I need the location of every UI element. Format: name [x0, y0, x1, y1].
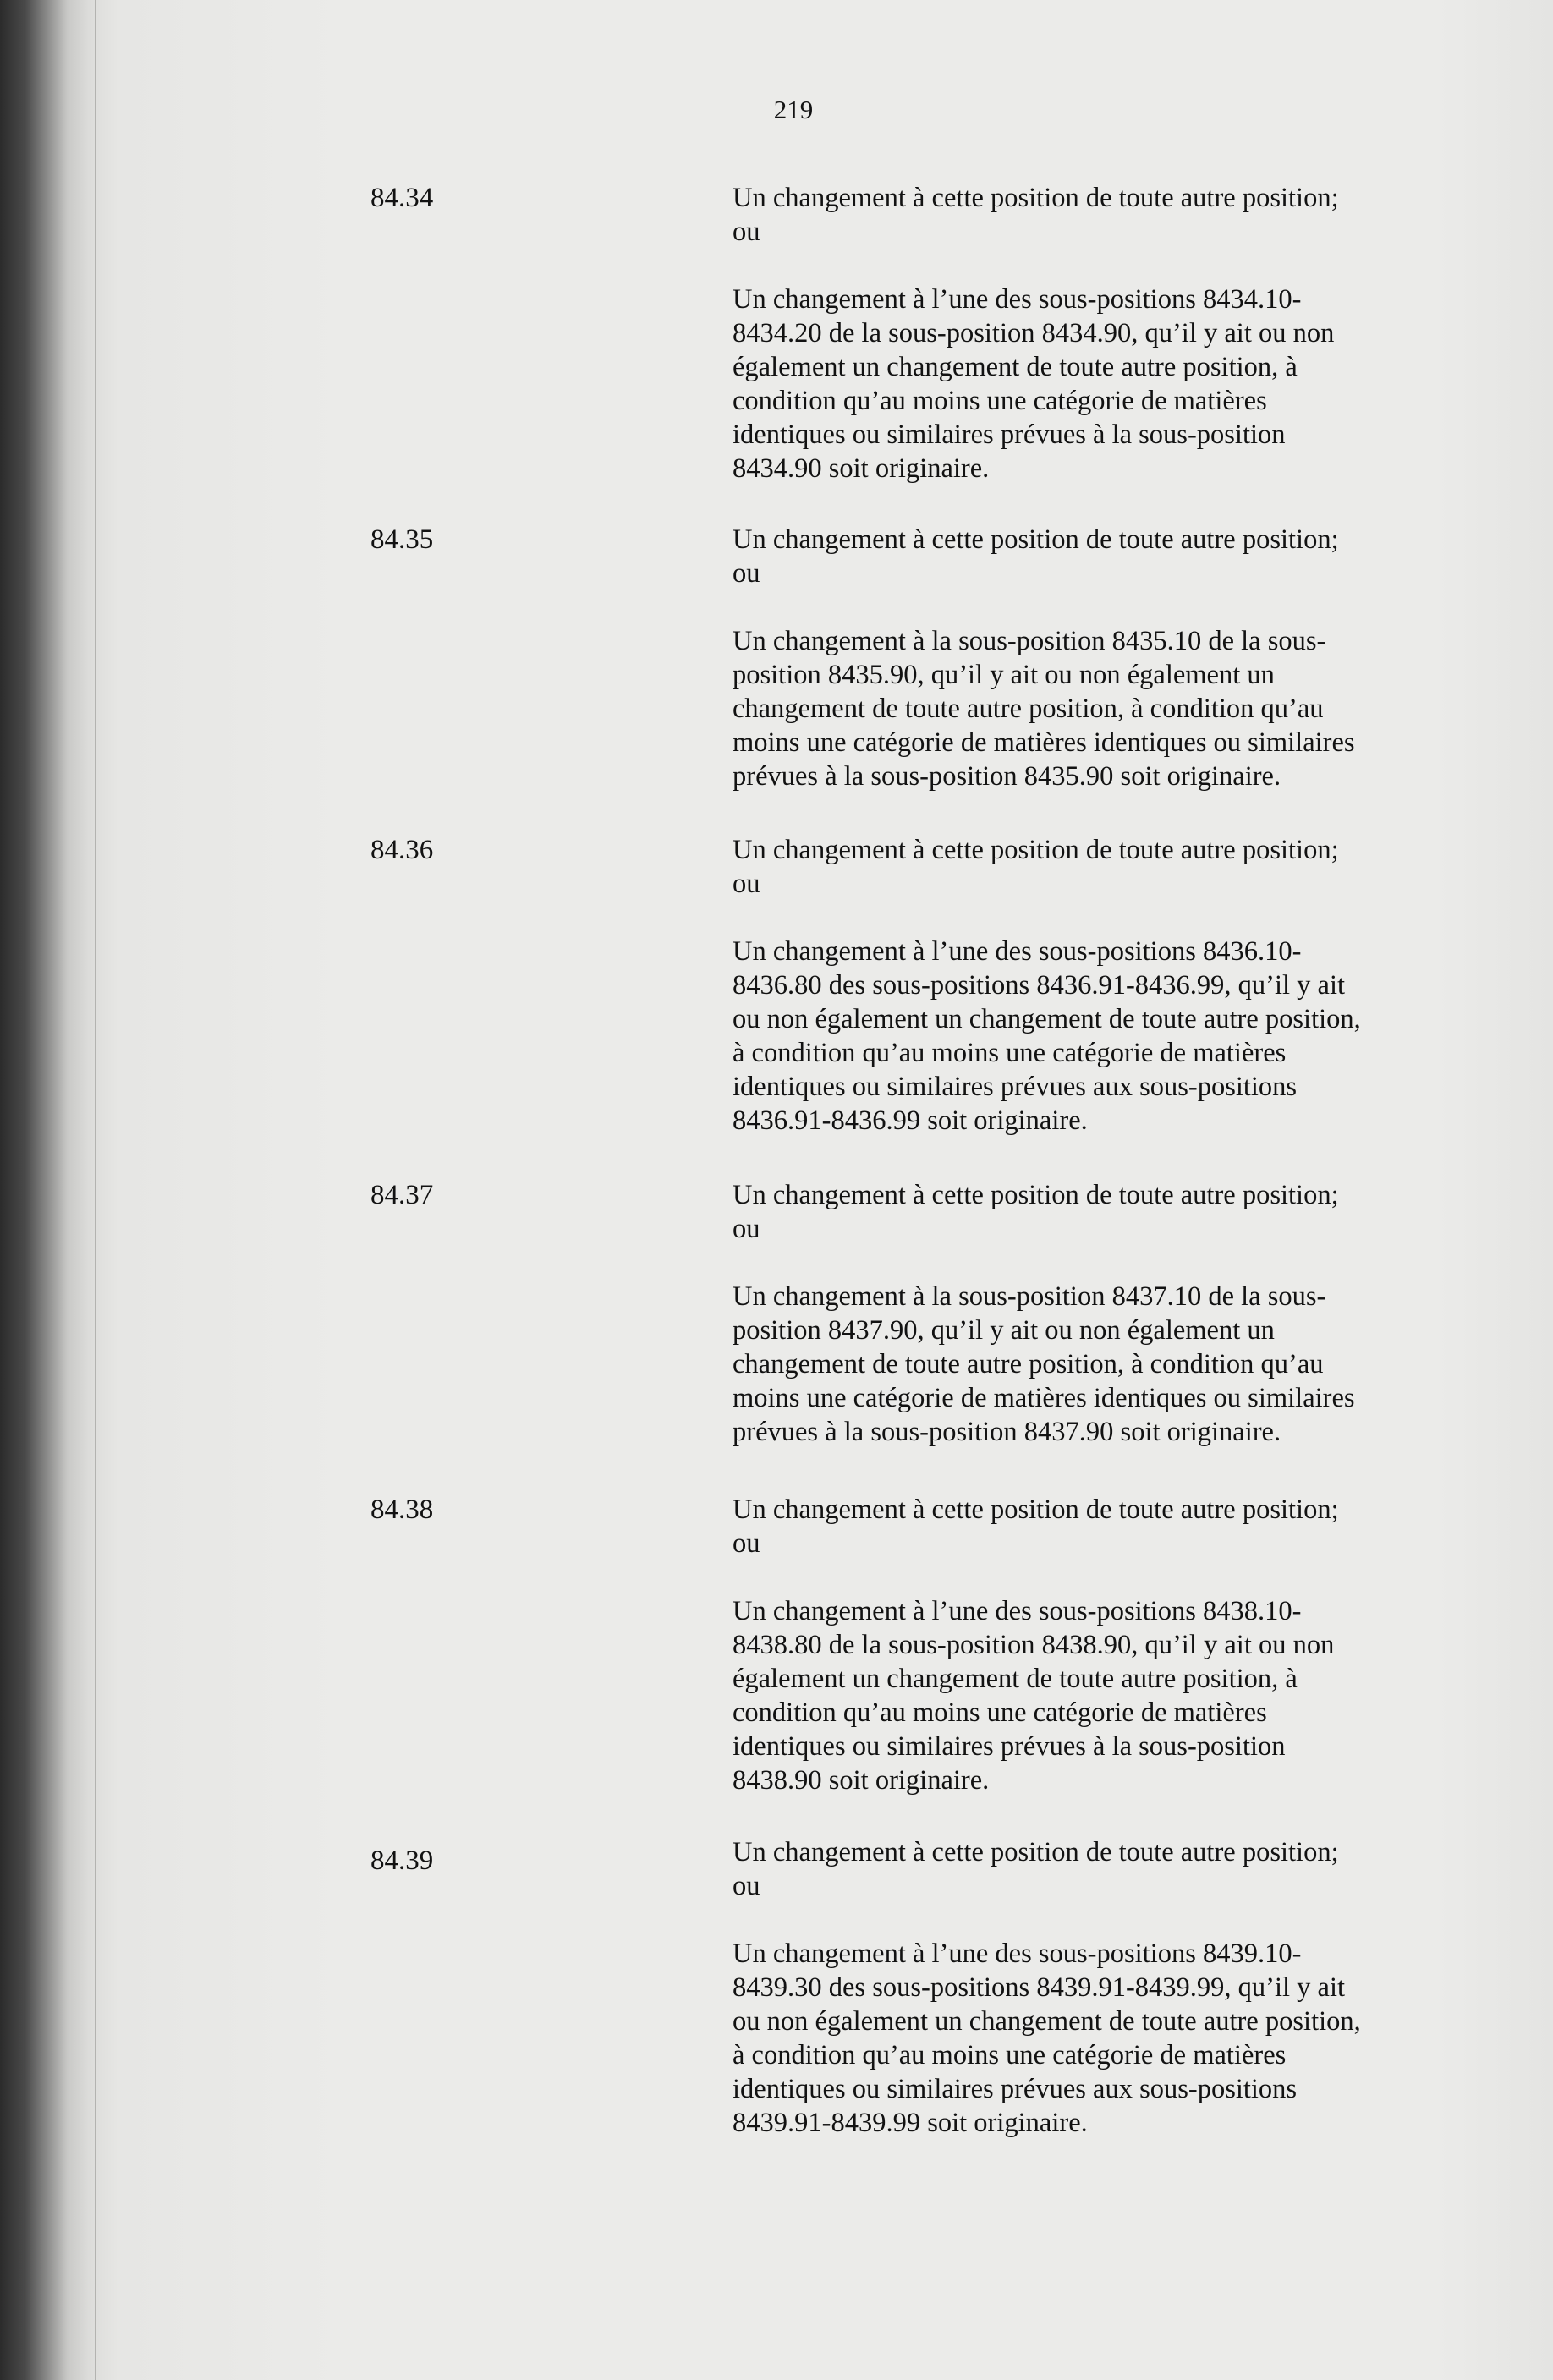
rule-line: Un changement à l’une des sous-positions 8439.10- [733, 1939, 1302, 1969]
page-binding-shadow [95, 0, 96, 2380]
rule-line: Un changement à cette position de toute autre position; [733, 1180, 1339, 1210]
rule-conjunction: ou [733, 558, 760, 589]
rule-conjunction: ou [733, 1871, 760, 1901]
rule-line: Un changement à la sous-position 8437.10 de la sous- [733, 1281, 1326, 1312]
heading-code-84-37: 84.37 [370, 1180, 434, 1210]
rule-line: 8434.90 soit originaire. [733, 453, 990, 484]
rule-line: également un changement de toute autre position, à [733, 1664, 1298, 1694]
rule-line: identiques ou similaires prévues à la sous-position [733, 420, 1286, 450]
rule-line: ou non également un changement de toute autre position, [733, 2006, 1361, 2037]
rule-text-84-37 [733, 1178, 1460, 1449]
rule-line: moins une catégorie de matières identiques ou similaires [733, 1383, 1355, 1413]
rule-line: 8436.91-8436.99 soit originaire. [733, 1105, 1088, 1136]
rule-line: Un changement à cette position de toute autre position; [733, 183, 1339, 213]
rule-line: position 8435.90, qu’il y ait ou non également un [733, 660, 1275, 690]
rule-line: à condition qu’au moins une catégorie de matières [733, 2040, 1287, 2070]
rule-line: ou non également un changement de toute autre position, [733, 1004, 1361, 1034]
rule-text-84-36 [733, 833, 1460, 1138]
rule-text-84-39 [733, 1835, 1460, 2140]
rule-text-84-34 [733, 181, 1460, 485]
rule-line: position 8437.90, qu’il y ait ou non également un [733, 1315, 1275, 1346]
rule-conjunction: ou [733, 217, 760, 247]
rule-line: Un changement à la sous-position 8435.10 de la sous- [733, 626, 1326, 656]
rule-line: 8434.20 de la sous-position 8434.90, qu’il y ait ou non [733, 318, 1335, 348]
rule-line: Un changement à l’une des sous-positions 8436.10- [733, 936, 1302, 967]
rule-line: également un changement de toute autre position, à [733, 352, 1298, 382]
rule-line: Un changement à l’une des sous-positions 8438.10- [733, 1596, 1302, 1626]
rule-conjunction: ou [733, 1528, 760, 1559]
rule-line: identiques ou similaires prévues à la sous-position [733, 1731, 1286, 1762]
rule-line: 8438.80 de la sous-position 8438.90, qu’il y ait ou non [733, 1630, 1335, 1660]
rule-line: Un changement à l’une des sous-positions 8434.10- [733, 284, 1302, 315]
rule-line: changement de toute autre position, à condition qu’au [733, 694, 1324, 724]
rule-text-84-38 [733, 1493, 1460, 1797]
rule-line: 8438.90 soit originaire. [733, 1765, 990, 1796]
rule-line: moins une catégorie de matières identiques ou similaires [733, 727, 1355, 758]
rule-line: condition qu’au moins une catégorie de matières [733, 386, 1267, 416]
rule-line: Un changement à cette position de toute autre position; [733, 1494, 1339, 1525]
heading-code-84-34: 84.34 [370, 183, 434, 213]
heading-code-84-35: 84.35 [370, 524, 434, 555]
heading-code-84-39: 84.39 [370, 1845, 434, 1876]
heading-code-84-38: 84.38 [370, 1494, 434, 1525]
rule-line: prévues à la sous-position 8437.90 soit originaire. [733, 1417, 1281, 1447]
page-number: 219 [773, 95, 814, 124]
rule-line: 8436.80 des sous-positions 8436.91-8436.99, qu’il y ait [733, 970, 1346, 1001]
rule-conjunction: ou [733, 869, 760, 899]
rule-conjunction: ou [733, 1214, 760, 1244]
rule-line: prévues à la sous-position 8435.90 soit originaire. [733, 761, 1281, 792]
rule-line: Un changement à cette position de toute autre position; [733, 524, 1339, 555]
rule-line: 8439.91-8439.99 soit originaire. [733, 2108, 1088, 2138]
rule-text-84-35 [733, 523, 1460, 793]
rule-line: 8439.30 des sous-positions 8439.91-8439.99, qu’il y ait [733, 1972, 1346, 2003]
rule-line: Un changement à cette position de toute autre position; [733, 1837, 1339, 1867]
heading-code-84-36: 84.36 [370, 835, 434, 865]
rule-line: identiques ou similaires prévues aux sous-positions [733, 2074, 1298, 2104]
rule-line: à condition qu’au moins une catégorie de matières [733, 1038, 1287, 1068]
rule-line: Un changement à cette position de toute autre position; [733, 835, 1339, 865]
rule-line: identiques ou similaires prévues aux sous-positions [733, 1072, 1298, 1102]
rule-line: changement de toute autre position, à condition qu’au [733, 1349, 1324, 1379]
rule-line: condition qu’au moins une catégorie de matières [733, 1697, 1267, 1728]
